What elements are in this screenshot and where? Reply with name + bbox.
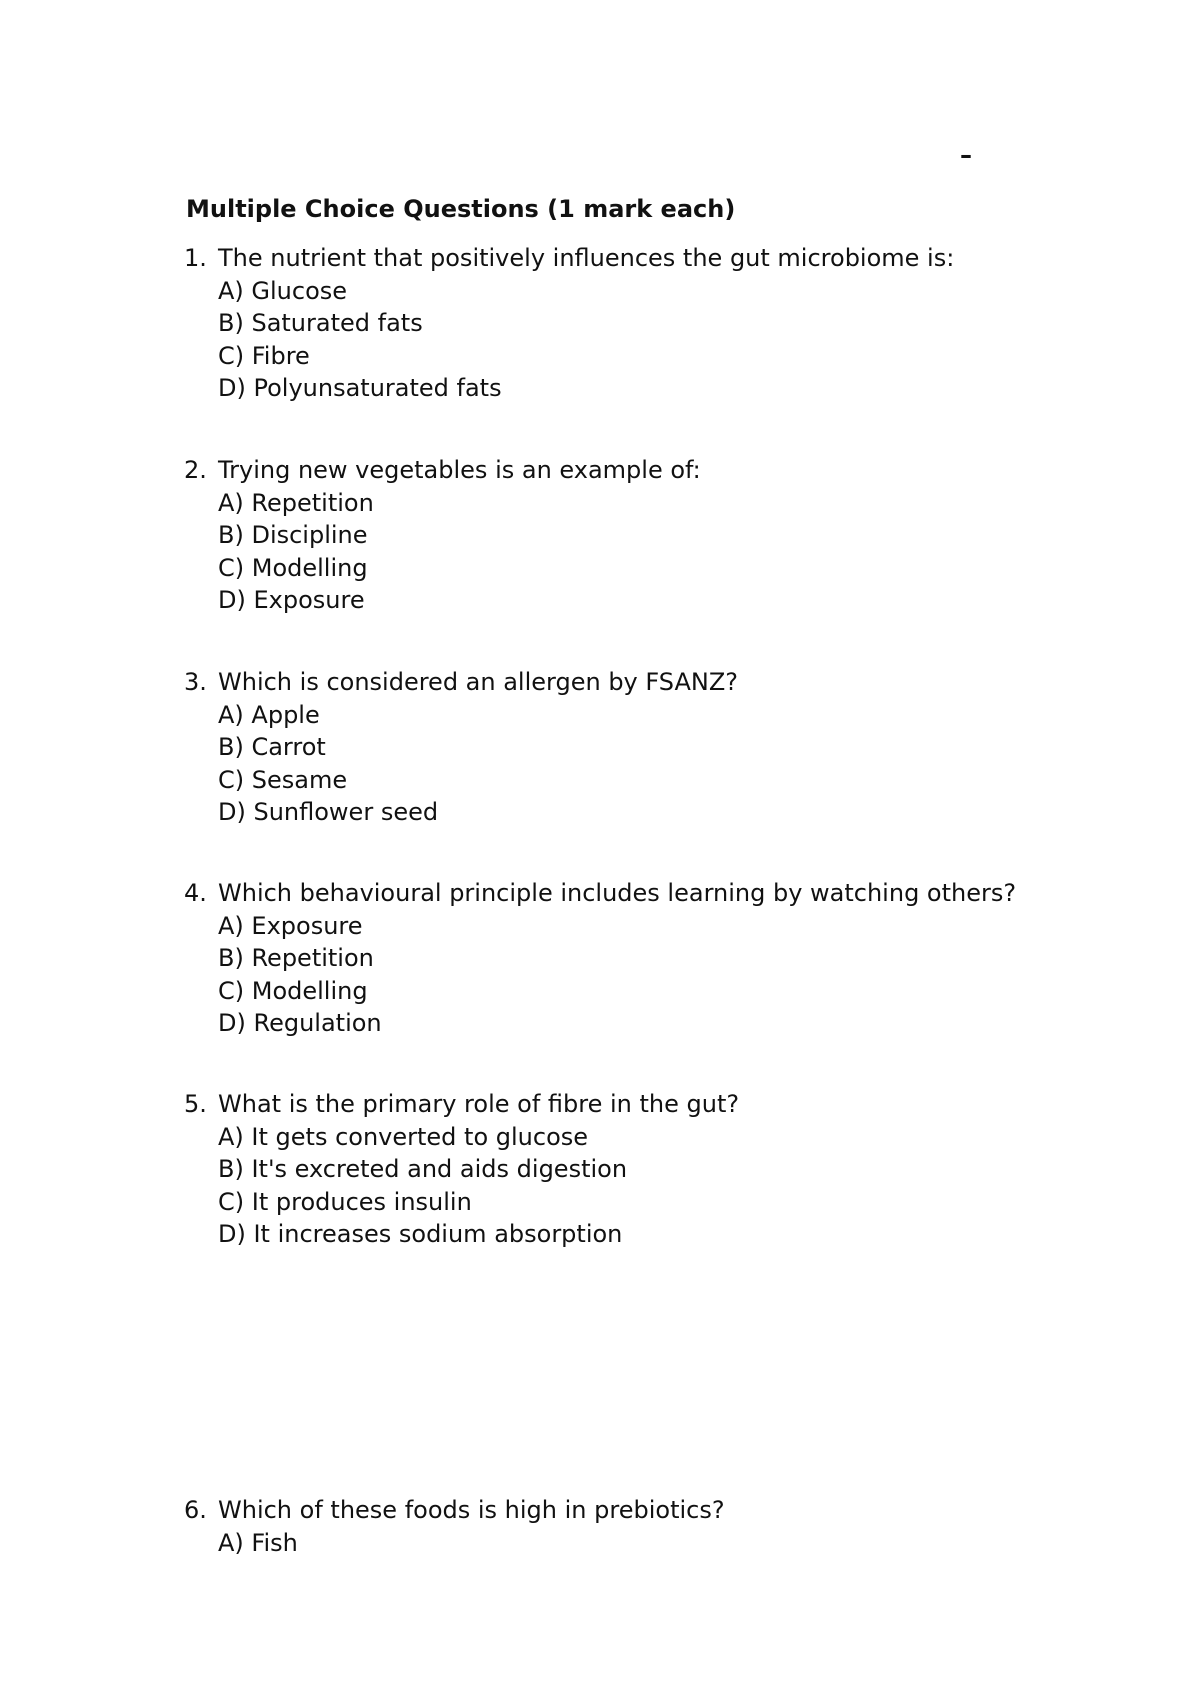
question-stem	[184, 877, 1016, 910]
option-c: C) Modelling	[218, 553, 368, 582]
option-d: D) Regulation	[218, 1009, 382, 1037]
answer-options	[184, 1527, 725, 1560]
option-a: A) Glucose	[218, 276, 348, 305]
question-3	[184, 666, 738, 829]
question-number: 2.	[184, 456, 207, 484]
question-4	[184, 877, 1016, 1040]
option-d: D) Polyunsaturated fats	[218, 374, 502, 402]
question-stem	[184, 454, 701, 487]
question-5	[184, 1088, 739, 1251]
option-b: B) Discipline	[218, 521, 368, 549]
option-d: D) Sunflower seed	[218, 798, 439, 826]
question-1	[184, 242, 954, 405]
question-text: The nutrient that positively influences the gut microbiome is:	[218, 244, 955, 272]
question-text: Which behavioural principle includes learning by watching others?	[218, 879, 1017, 907]
header-dash-mark: –	[960, 141, 972, 169]
option-c: C) Sesame	[218, 765, 348, 794]
option-a: A) Apple	[218, 700, 320, 729]
question-stem	[184, 242, 954, 275]
answer-options	[184, 910, 1016, 1040]
option-a: A) Repetition	[218, 488, 374, 517]
answer-options	[184, 487, 701, 617]
option-c: C) It produces insulin	[218, 1187, 472, 1216]
question-number: 4.	[184, 879, 207, 907]
question-text: Which of these foods is high in prebiotics?	[218, 1496, 725, 1524]
answer-options	[184, 275, 954, 405]
section-title: Multiple Choice Questions (1 mark each)	[186, 195, 736, 223]
question-stem	[184, 1494, 725, 1527]
option-a: A) It gets converted to glucose	[218, 1122, 589, 1151]
answer-options	[184, 1121, 739, 1251]
question-text: What is the primary role of fibre in the gut?	[218, 1090, 740, 1118]
question-6	[184, 1494, 725, 1559]
option-b: B) Repetition	[218, 944, 374, 972]
question-text: Which is considered an allergen by FSANZ?	[218, 668, 738, 696]
question-text: Trying new vegetables is an example of:	[218, 456, 701, 484]
option-b: B) Carrot	[218, 733, 326, 761]
question-number: 5.	[184, 1090, 207, 1118]
option-b: B) Saturated fats	[218, 309, 423, 337]
question-number: 6.	[184, 1496, 207, 1524]
option-d: D) It increases sodium absorption	[218, 1220, 623, 1248]
question-number: 1.	[184, 244, 207, 272]
question-stem	[184, 666, 738, 699]
option-a: A) Fish	[218, 1528, 298, 1557]
option-c: C) Fibre	[218, 341, 310, 370]
option-c: C) Modelling	[218, 976, 368, 1005]
answer-options	[184, 699, 738, 829]
option-d: D) Exposure	[218, 586, 365, 614]
option-b: B) It's excreted and aids digestion	[218, 1155, 628, 1183]
question-2	[184, 454, 701, 617]
question-stem	[184, 1088, 739, 1121]
option-a: A) Exposure	[218, 911, 363, 940]
question-number: 3.	[184, 668, 207, 696]
